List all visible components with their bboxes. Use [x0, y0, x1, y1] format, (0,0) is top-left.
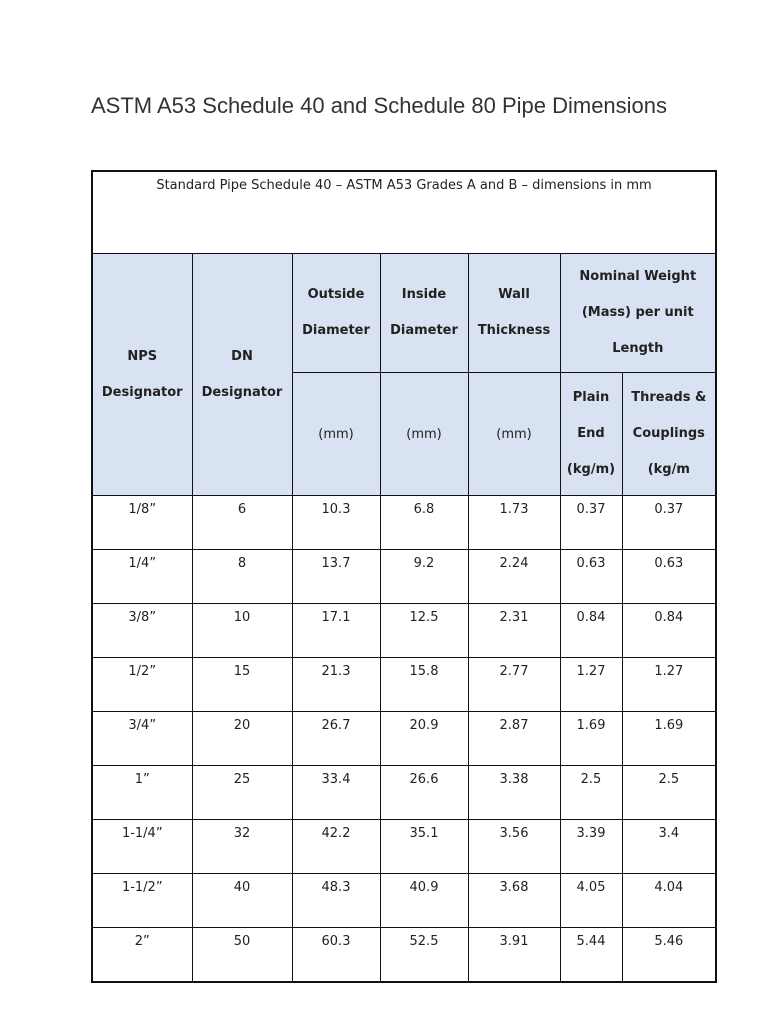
header-dn-line-2: Designator [201, 384, 283, 400]
cell-dn [192, 928, 292, 983]
cell-dn [192, 496, 292, 550]
cell-value: 0.63 [576, 556, 606, 571]
header-nps-line-2: Designator [101, 384, 183, 400]
cell-value: 4.05 [576, 880, 606, 895]
cell-value: 40.9 [409, 880, 439, 895]
cell-value: 3/8” [128, 610, 157, 625]
cell-plain-end [560, 604, 622, 658]
table-row [92, 604, 716, 658]
cell-value: 40 [233, 880, 251, 895]
cell-plain-end [560, 874, 622, 928]
cell-plain-end [560, 550, 622, 604]
cell-value: 50 [233, 934, 251, 949]
cell-plain-end [560, 658, 622, 712]
cell-nps [92, 604, 192, 658]
cell-threads-couplings [622, 496, 716, 550]
header-plain-line-2: End [577, 426, 605, 441]
cell-wall-thickness [468, 496, 560, 550]
cell-dn [192, 712, 292, 766]
cell-value: 1.27 [576, 664, 606, 679]
cell-value: 3.91 [499, 934, 529, 949]
cell-wall-thickness [468, 874, 560, 928]
table-row [92, 766, 716, 820]
header-threads-line-1: Threads & [631, 390, 707, 405]
cell-inside-diameter [380, 766, 468, 820]
cell-inside-diameter [380, 874, 468, 928]
cell-nps [92, 766, 192, 820]
cell-wall-thickness [468, 658, 560, 712]
cell-threads-couplings [622, 874, 716, 928]
cell-value: 1.27 [654, 664, 684, 679]
cell-value: 25 [233, 772, 251, 787]
cell-wall-thickness [468, 604, 560, 658]
header-id-line-1: Inside [401, 287, 447, 302]
cell-value: 2” [134, 934, 150, 949]
cell-value: 20.9 [409, 718, 439, 733]
cell-value: 15 [233, 664, 251, 679]
cell-value: 1.69 [654, 718, 684, 733]
cell-value: 1-1/4” [121, 826, 163, 841]
cell-outside-diameter [292, 496, 380, 550]
table-row [92, 658, 716, 712]
cell-nps [92, 712, 192, 766]
cell-dn [192, 766, 292, 820]
cell-value: 0.63 [654, 556, 684, 571]
cell-threads-couplings [622, 928, 716, 983]
header-od-line-1: Outside [307, 287, 365, 302]
table-row [92, 874, 716, 928]
cell-value: 0.84 [576, 610, 606, 625]
cell-value: 3.39 [576, 826, 606, 841]
cell-nps [92, 550, 192, 604]
cell-outside-diameter [292, 766, 380, 820]
cell-value: 32 [233, 826, 251, 841]
cell-inside-diameter [380, 928, 468, 983]
header-weight-line-2: (Mass) per unit [581, 305, 694, 320]
cell-value: 6.8 [413, 502, 435, 517]
cell-wall-thickness [468, 550, 560, 604]
header-nps [92, 254, 192, 496]
cell-value: 1” [134, 772, 150, 787]
cell-threads-couplings [622, 658, 716, 712]
header-threads-line-3: (kg/m [647, 462, 690, 477]
cell-threads-couplings [622, 550, 716, 604]
header-row-1 [92, 254, 716, 373]
header-plain-end [560, 373, 622, 496]
cell-value: 3/4” [128, 718, 157, 733]
cell-value: 20 [233, 718, 251, 733]
cell-value: 3.68 [499, 880, 529, 895]
cell-value: 21.3 [321, 664, 351, 679]
cell-value: 1.69 [576, 718, 606, 733]
cell-outside-diameter [292, 928, 380, 983]
cell-nps [92, 820, 192, 874]
cell-value: 2.31 [499, 610, 529, 625]
cell-nps [92, 658, 192, 712]
header-nominal-weight [560, 254, 716, 373]
header-threads-couplings [622, 373, 716, 496]
cell-value: 8 [237, 556, 247, 571]
cell-value: 17.1 [321, 610, 351, 625]
table-row [92, 496, 716, 550]
cell-value: 2.24 [499, 556, 529, 571]
table-row [92, 712, 716, 766]
cell-inside-diameter [380, 712, 468, 766]
cell-value: 2.5 [658, 772, 680, 787]
cell-dn [192, 658, 292, 712]
cell-nps [92, 874, 192, 928]
cell-value: 3.56 [499, 826, 529, 841]
cell-value: 5.46 [654, 934, 684, 949]
cell-value: 0.37 [576, 502, 606, 517]
cell-outside-diameter [292, 874, 380, 928]
cell-plain-end [560, 712, 622, 766]
cell-inside-diameter [380, 604, 468, 658]
cell-value: 1/8” [128, 502, 157, 517]
header-unit-id: (mm) [380, 373, 468, 496]
cell-value: 1.73 [499, 502, 529, 517]
cell-value: 26.7 [321, 718, 351, 733]
pipe-dimensions-table [91, 170, 717, 983]
cell-nps [92, 496, 192, 550]
cell-value: 13.7 [321, 556, 351, 571]
header-wall-line-2: Thickness [477, 323, 551, 338]
cell-dn [192, 550, 292, 604]
caption-row [92, 171, 716, 254]
cell-outside-diameter [292, 658, 380, 712]
cell-wall-thickness [468, 820, 560, 874]
header-weight-line-3: Length [612, 341, 664, 356]
document-title: ASTM A53 Schedule 40 and Schedule 80 Pipe Dimensions [91, 93, 668, 118]
header-dn [192, 254, 292, 496]
header-inside-diameter [380, 254, 468, 373]
header-dn-line-1: DN [231, 348, 253, 364]
table-caption: Standard Pipe Schedule 40 – ASTM A53 Grades A and B – dimensions in mm [92, 171, 716, 254]
cell-value: 12.5 [409, 610, 439, 625]
cell-dn [192, 820, 292, 874]
header-od-line-2: Diameter [302, 323, 370, 338]
header-plain-line-3: (kg/m) [566, 462, 616, 477]
header-threads-line-2: Couplings [632, 426, 705, 441]
header-unit-od: (mm) [292, 373, 380, 496]
cell-threads-couplings [622, 604, 716, 658]
cell-value: 3.4 [658, 826, 680, 841]
cell-wall-thickness [468, 928, 560, 983]
cell-plain-end [560, 820, 622, 874]
cell-plain-end [560, 928, 622, 983]
cell-value: 60.3 [321, 934, 351, 949]
cell-value: 33.4 [321, 772, 351, 787]
cell-threads-couplings [622, 820, 716, 874]
cell-value: 26.6 [409, 772, 439, 787]
cell-value: 10.3 [321, 502, 351, 517]
cell-inside-diameter [380, 820, 468, 874]
header-id-line-2: Diameter [390, 323, 458, 338]
cell-value: 0.37 [654, 502, 684, 517]
cell-nps [92, 928, 192, 983]
cell-threads-couplings [622, 712, 716, 766]
header-weight-line-1: Nominal Weight [579, 269, 697, 284]
header-plain-line-1: Plain [572, 390, 610, 405]
cell-value: 1/2” [128, 664, 157, 679]
cell-inside-diameter [380, 658, 468, 712]
cell-outside-diameter [292, 712, 380, 766]
cell-value: 15.8 [409, 664, 439, 679]
cell-outside-diameter [292, 550, 380, 604]
cell-value: 9.2 [413, 556, 435, 571]
cell-value: 2.5 [580, 772, 602, 787]
table-row [92, 820, 716, 874]
cell-value: 0.84 [654, 610, 684, 625]
cell-value: 1/4” [128, 556, 157, 571]
header-wall-line-1: Wall [498, 287, 530, 302]
cell-value: 10 [233, 610, 251, 625]
cell-plain-end [560, 496, 622, 550]
header-wall-thickness [468, 254, 560, 373]
header-outside-diameter [292, 254, 380, 373]
header-nps-line-1: NPS [127, 348, 158, 364]
cell-value: 2.77 [499, 664, 529, 679]
cell-value: 35.1 [409, 826, 439, 841]
cell-value: 4.04 [654, 880, 684, 895]
cell-dn [192, 604, 292, 658]
cell-value: 42.2 [321, 826, 351, 841]
cell-threads-couplings [622, 766, 716, 820]
cell-value: 48.3 [321, 880, 351, 895]
cell-value: 2.87 [499, 718, 529, 733]
cell-outside-diameter [292, 604, 380, 658]
cell-value: 6 [237, 502, 247, 517]
cell-value: 52.5 [409, 934, 439, 949]
cell-plain-end [560, 766, 622, 820]
cell-wall-thickness [468, 712, 560, 766]
table-row [92, 928, 716, 983]
cell-inside-diameter [380, 550, 468, 604]
header-unit-wall: (mm) [468, 373, 560, 496]
cell-value: 3.38 [499, 772, 529, 787]
table-row [92, 550, 716, 604]
cell-value: 5.44 [576, 934, 606, 949]
cell-value: 1-1/2” [121, 880, 163, 895]
cell-wall-thickness [468, 766, 560, 820]
cell-outside-diameter [292, 820, 380, 874]
cell-inside-diameter [380, 496, 468, 550]
cell-dn [192, 874, 292, 928]
